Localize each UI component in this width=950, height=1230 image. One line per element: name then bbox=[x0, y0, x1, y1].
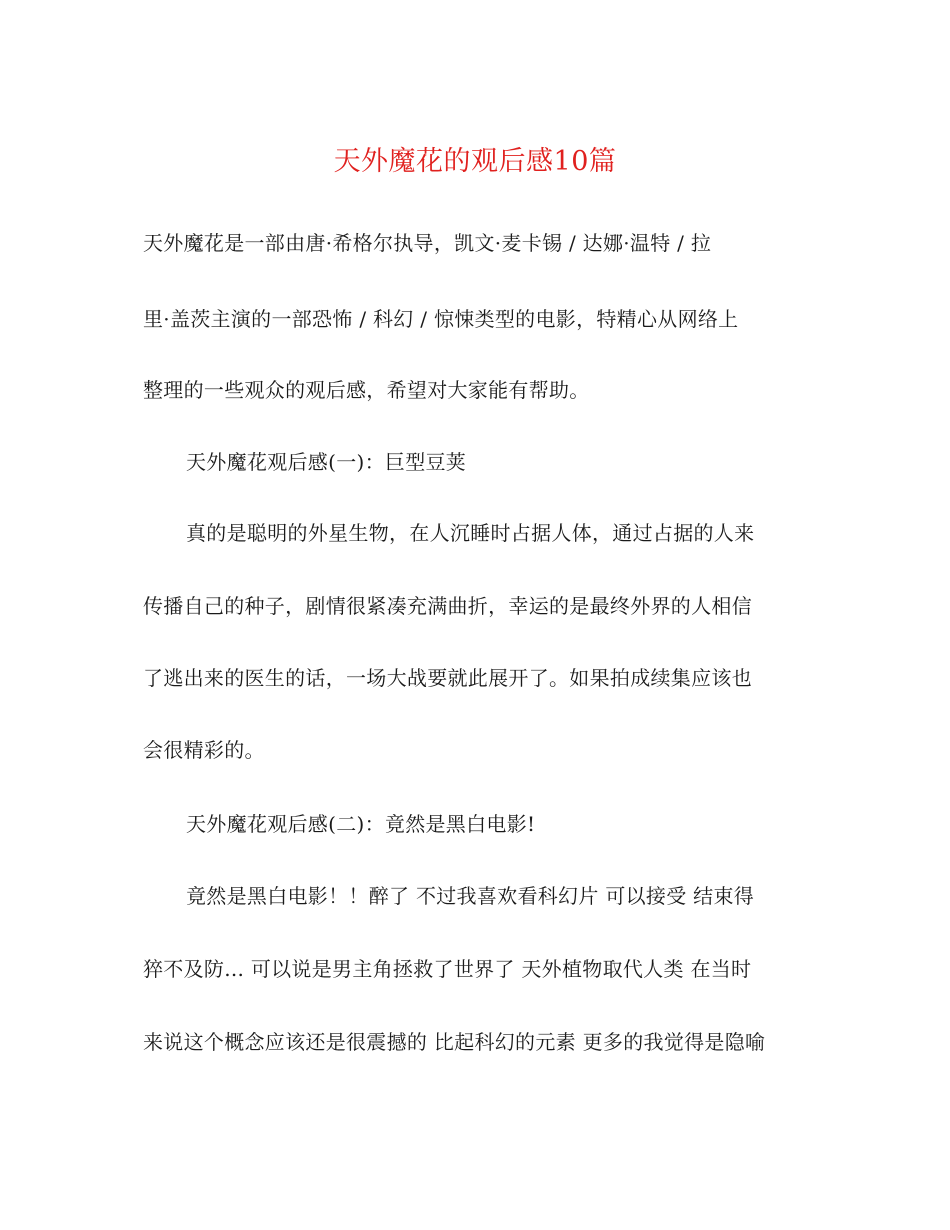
paragraph-line-intro-2: 里·盖茨主演的一部恐怖 / 科幻 / 惊悚类型的电影，特精心从网络上 bbox=[143, 307, 739, 331]
section-heading-1: 天外魔花观后感(一)：巨型豆荚 bbox=[186, 450, 467, 474]
paragraph-line-review1-2: 传播自己的种子，剧情很紧凑充满曲折，幸运的是最终外界的人相信 bbox=[143, 594, 752, 618]
document-title: 天外魔花的观后感10篇 bbox=[333, 146, 617, 177]
paragraph-line-intro-3: 整理的一些观众的观后感，希望对大家能有帮助。 bbox=[143, 378, 590, 402]
section-heading-2: 天外魔花观后感(二)：竟然是黑白电影! bbox=[186, 812, 536, 836]
paragraph-line-review1-3: 了逃出来的医生的话，一场大战要就此展开了。如果拍成续集应该也 bbox=[143, 666, 752, 690]
paragraph-line-review2-2: 猝不及防... 可以说是男主角拯救了世界了 天外植物取代人类 在当时 bbox=[143, 957, 752, 981]
paragraph-line-review2-3: 来说这个概念应该还是很震撼的 比起科幻的元素 更多的我觉得是隐喻 bbox=[143, 1030, 766, 1054]
paragraph-line-review2-1: 竟然是黑白电影！！醉了 不过我喜欢看科幻片 可以接受 结束得 bbox=[186, 884, 755, 908]
paragraph-line-review1-4: 会很精彩的。 bbox=[143, 738, 265, 762]
paragraph-line-intro-1: 天外魔花是一部由唐·希格尔执导，凯文·麦卡锡 / 达娜·温特 / 拉 bbox=[143, 231, 712, 255]
paragraph-line-review1-1: 真的是聪明的外星生物，在人沉睡时占据人体，通过占据的人来 bbox=[186, 521, 755, 545]
